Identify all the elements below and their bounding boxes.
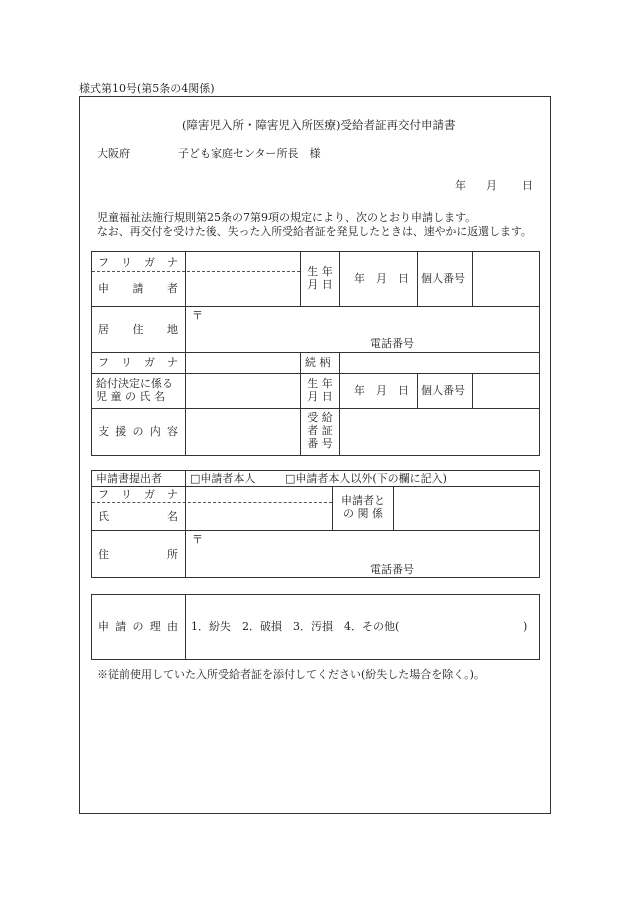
- submitter-postal-mark: 〒: [192, 533, 203, 546]
- submitter-relation-label: 申請者と の 関 係: [341, 494, 385, 520]
- preamble-line-1: 児童福祉法施行規則第25条の7第9項の規定により、次のとおり申請します。: [97, 211, 477, 224]
- submitter-option-self[interactable]: □申請者本人: [190, 472, 256, 485]
- submitter-name-label: 氏 名: [98, 510, 178, 523]
- submitter-address-label: 住 所: [98, 548, 178, 561]
- residence-label: 居 住 地: [98, 323, 178, 336]
- child-id-number-label: 個人番号: [421, 384, 465, 397]
- reason-close-paren: ): [523, 620, 528, 633]
- reason-label: 申 請 の 理 由: [98, 620, 178, 633]
- submitter-option-other[interactable]: □申請者本人以外(下の欄に記入): [285, 472, 447, 485]
- residence-postal-mark: 〒: [192, 309, 203, 322]
- addressee-prefecture: 大阪府: [97, 147, 130, 160]
- submitter-label: 申請書提出者: [96, 472, 162, 485]
- addressee-recipient: 子ども家庭センター所長 様: [178, 147, 321, 160]
- preamble-line-2: なお、再交付を受けた後、失った入所受給者証を発見したときは、速やかに返還します。: [97, 225, 532, 238]
- applicant-furigana-label: フ リ ガ ナ: [98, 256, 178, 269]
- form-title: (障害児入所・障害児入所医療)受給者証再交付申請書: [182, 118, 456, 132]
- applicant-name-label: 申 請 者: [98, 282, 178, 295]
- reason-options: 1．紛失 2．破損 3．汚損 4．その他(: [191, 620, 400, 633]
- residence-phone-label: 電話番号: [370, 337, 414, 350]
- applicant-birth-value: 年 月 日: [354, 272, 409, 285]
- date-month: 月: [486, 179, 497, 192]
- child-name-label: 給付決定に係る 児 童 の 氏 名: [96, 377, 173, 403]
- date-day: 日: [522, 179, 533, 192]
- form-number: 様式第10号(第5条の4関係): [79, 82, 215, 95]
- child-furigana-label: フ リ ガ ナ: [98, 356, 178, 369]
- child-relationship-label: 続 柄: [305, 356, 331, 369]
- child-birth-value: 年 月 日: [354, 384, 409, 397]
- support-content-label: 支 援 の 内 容: [98, 425, 178, 438]
- submitter-phone-label: 電話番号: [370, 563, 414, 576]
- date-year: 年: [455, 179, 466, 192]
- cert-number-label: 受 給 者 証 番 号: [307, 411, 333, 450]
- footnote: ※従前使用していた入所受給者証を添付してください(紛失した場合を除く。)。: [97, 668, 485, 681]
- applicant-id-number-label: 個人番号: [421, 272, 465, 285]
- applicant-birth-label: 生 年 月 日: [307, 265, 333, 291]
- child-birth-label: 生 年 月 日: [307, 377, 333, 403]
- submitter-furigana-label: フ リ ガ ナ: [98, 488, 178, 501]
